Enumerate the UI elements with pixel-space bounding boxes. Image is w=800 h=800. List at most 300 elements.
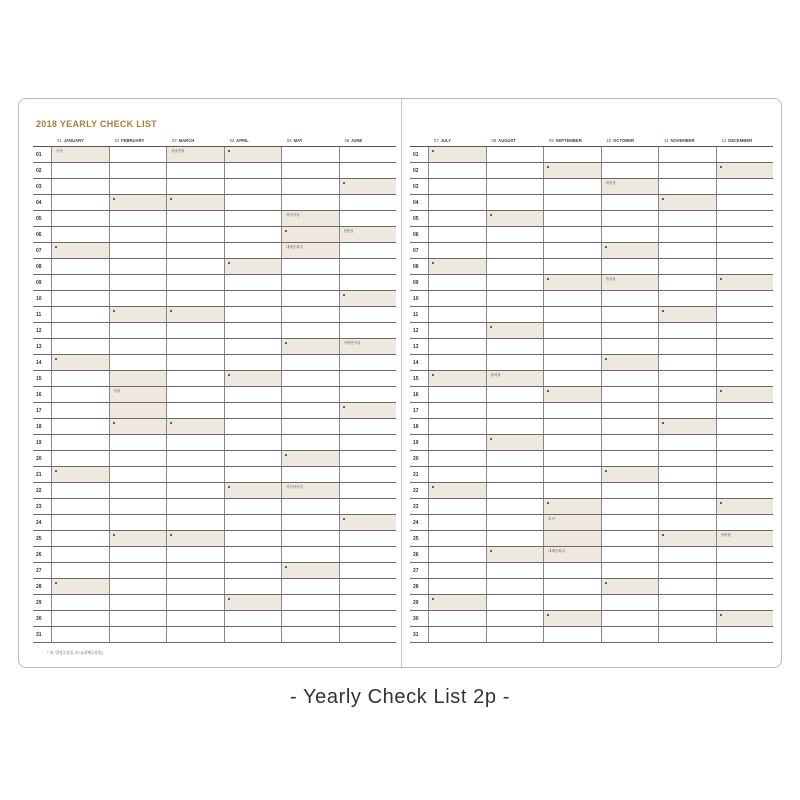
- day-cell[interactable]: [543, 627, 601, 642]
- day-cell[interactable]: [543, 355, 601, 370]
- day-cell[interactable]: [486, 323, 544, 338]
- day-cell[interactable]: [109, 611, 167, 626]
- day-cell[interactable]: [51, 307, 109, 322]
- day-cell[interactable]: [281, 451, 339, 466]
- day-cell[interactable]: [428, 515, 486, 530]
- day-cell[interactable]: [601, 403, 659, 418]
- day-cell[interactable]: [601, 435, 659, 450]
- day-cell[interactable]: [51, 627, 109, 642]
- day-cell[interactable]: [339, 499, 397, 514]
- day-cell[interactable]: [428, 291, 486, 306]
- day-cell[interactable]: [224, 531, 282, 546]
- day-cell[interactable]: [109, 451, 167, 466]
- day-cell[interactable]: [166, 403, 224, 418]
- day-cell[interactable]: [281, 323, 339, 338]
- day-cell[interactable]: [486, 435, 544, 450]
- day-cell[interactable]: [658, 275, 716, 290]
- day-cell[interactable]: [281, 579, 339, 594]
- day-cell[interactable]: [109, 515, 167, 530]
- day-cell[interactable]: [281, 147, 339, 162]
- day-cell[interactable]: [339, 307, 397, 322]
- day-cell[interactable]: [281, 403, 339, 418]
- day-cell[interactable]: [109, 147, 167, 162]
- day-cell[interactable]: [51, 515, 109, 530]
- day-cell[interactable]: [543, 195, 601, 210]
- day-cell[interactable]: [281, 499, 339, 514]
- day-cell[interactable]: [486, 195, 544, 210]
- day-cell[interactable]: [543, 403, 601, 418]
- day-cell[interactable]: [109, 307, 167, 322]
- day-cell[interactable]: [339, 483, 397, 498]
- day-cell[interactable]: 추석: [543, 515, 601, 530]
- day-cell[interactable]: [658, 355, 716, 370]
- day-cell[interactable]: [281, 227, 339, 242]
- day-cell[interactable]: [166, 515, 224, 530]
- day-cell[interactable]: [658, 387, 716, 402]
- day-cell[interactable]: [51, 451, 109, 466]
- day-cell[interactable]: [109, 371, 167, 386]
- day-cell[interactable]: [51, 563, 109, 578]
- day-cell[interactable]: [109, 547, 167, 562]
- day-cell[interactable]: [224, 611, 282, 626]
- day-cell[interactable]: [601, 211, 659, 226]
- day-cell[interactable]: [543, 323, 601, 338]
- day-cell[interactable]: [428, 595, 486, 610]
- day-cell[interactable]: [339, 259, 397, 274]
- day-cell[interactable]: [281, 163, 339, 178]
- day-cell[interactable]: [166, 531, 224, 546]
- day-cell[interactable]: [339, 579, 397, 594]
- day-cell[interactable]: [486, 531, 544, 546]
- day-cell[interactable]: [224, 483, 282, 498]
- day-cell[interactable]: [716, 275, 774, 290]
- day-cell[interactable]: [428, 387, 486, 402]
- day-cell[interactable]: [716, 227, 774, 242]
- day-cell[interactable]: 석가탄신일: [281, 483, 339, 498]
- day-cell[interactable]: [428, 467, 486, 482]
- day-cell[interactable]: [109, 595, 167, 610]
- day-cell[interactable]: [281, 515, 339, 530]
- day-cell[interactable]: [339, 355, 397, 370]
- day-cell[interactable]: [428, 179, 486, 194]
- day-cell[interactable]: [224, 387, 282, 402]
- day-cell[interactable]: [109, 627, 167, 642]
- day-cell[interactable]: [658, 419, 716, 434]
- day-cell[interactable]: [658, 211, 716, 226]
- day-cell[interactable]: [51, 579, 109, 594]
- day-cell[interactable]: [543, 579, 601, 594]
- day-cell[interactable]: [339, 451, 397, 466]
- day-cell[interactable]: [428, 403, 486, 418]
- day-cell[interactable]: [716, 595, 774, 610]
- day-cell[interactable]: [716, 163, 774, 178]
- day-cell[interactable]: [601, 371, 659, 386]
- day-cell[interactable]: [166, 307, 224, 322]
- day-cell[interactable]: [224, 467, 282, 482]
- day-cell[interactable]: [428, 195, 486, 210]
- day-cell[interactable]: [281, 195, 339, 210]
- day-cell[interactable]: [601, 259, 659, 274]
- day-cell[interactable]: [166, 355, 224, 370]
- day-cell[interactable]: [224, 595, 282, 610]
- day-cell[interactable]: [224, 275, 282, 290]
- day-cell[interactable]: [51, 227, 109, 242]
- day-cell[interactable]: [428, 243, 486, 258]
- day-cell[interactable]: [224, 499, 282, 514]
- day-cell[interactable]: [166, 259, 224, 274]
- day-cell[interactable]: [281, 419, 339, 434]
- day-cell[interactable]: [109, 211, 167, 226]
- day-cell[interactable]: [166, 387, 224, 402]
- day-cell[interactable]: [224, 323, 282, 338]
- day-cell[interactable]: [486, 179, 544, 194]
- day-cell[interactable]: [281, 307, 339, 322]
- day-cell[interactable]: [486, 451, 544, 466]
- day-cell[interactable]: [51, 163, 109, 178]
- day-cell[interactable]: [109, 179, 167, 194]
- day-cell[interactable]: [109, 195, 167, 210]
- day-cell[interactable]: [658, 179, 716, 194]
- day-cell[interactable]: [543, 179, 601, 194]
- day-cell[interactable]: [166, 547, 224, 562]
- day-cell[interactable]: [716, 483, 774, 498]
- day-cell[interactable]: [339, 563, 397, 578]
- day-cell[interactable]: [658, 595, 716, 610]
- day-cell[interactable]: [658, 563, 716, 578]
- day-cell[interactable]: [658, 627, 716, 642]
- day-cell[interactable]: [543, 435, 601, 450]
- day-cell[interactable]: [428, 211, 486, 226]
- day-cell[interactable]: [339, 211, 397, 226]
- day-cell[interactable]: [51, 243, 109, 258]
- day-cell[interactable]: [716, 547, 774, 562]
- day-cell[interactable]: [716, 451, 774, 466]
- day-cell[interactable]: [166, 563, 224, 578]
- day-cell[interactable]: [339, 611, 397, 626]
- day-cell[interactable]: [428, 163, 486, 178]
- day-cell[interactable]: [166, 499, 224, 514]
- day-cell[interactable]: [601, 307, 659, 322]
- day-cell[interactable]: [601, 515, 659, 530]
- day-cell[interactable]: [224, 339, 282, 354]
- day-cell[interactable]: [224, 579, 282, 594]
- day-cell[interactable]: [166, 435, 224, 450]
- day-cell[interactable]: [601, 243, 659, 258]
- day-cell[interactable]: [658, 611, 716, 626]
- day-cell[interactable]: [601, 499, 659, 514]
- day-cell[interactable]: [224, 547, 282, 562]
- day-cell[interactable]: [281, 339, 339, 354]
- day-cell[interactable]: [51, 339, 109, 354]
- day-cell[interactable]: [486, 595, 544, 610]
- day-cell[interactable]: [109, 563, 167, 578]
- day-cell[interactable]: [281, 435, 339, 450]
- day-cell[interactable]: [658, 451, 716, 466]
- day-cell[interactable]: [109, 163, 167, 178]
- day-cell[interactable]: [281, 467, 339, 482]
- day-cell[interactable]: 대체공휴일: [281, 243, 339, 258]
- day-cell[interactable]: [109, 291, 167, 306]
- day-cell[interactable]: [543, 595, 601, 610]
- day-cell[interactable]: [658, 259, 716, 274]
- day-cell[interactable]: [166, 339, 224, 354]
- day-cell[interactable]: [716, 579, 774, 594]
- day-cell[interactable]: [428, 627, 486, 642]
- day-cell[interactable]: [601, 355, 659, 370]
- day-cell[interactable]: [658, 515, 716, 530]
- day-cell[interactable]: 대체공휴일: [543, 547, 601, 562]
- day-cell[interactable]: [658, 227, 716, 242]
- day-cell[interactable]: [166, 611, 224, 626]
- day-cell[interactable]: [658, 195, 716, 210]
- day-cell[interactable]: [543, 611, 601, 626]
- day-cell[interactable]: [166, 627, 224, 642]
- day-cell[interactable]: [428, 531, 486, 546]
- day-cell[interactable]: [166, 179, 224, 194]
- day-cell[interactable]: [428, 499, 486, 514]
- day-cell[interactable]: [658, 307, 716, 322]
- day-cell[interactable]: [543, 467, 601, 482]
- day-cell[interactable]: [109, 275, 167, 290]
- day-cell[interactable]: [601, 195, 659, 210]
- day-cell[interactable]: [716, 467, 774, 482]
- day-cell[interactable]: [109, 259, 167, 274]
- day-cell[interactable]: [281, 531, 339, 546]
- day-cell[interactable]: [658, 147, 716, 162]
- day-cell[interactable]: [339, 403, 397, 418]
- day-cell[interactable]: [658, 579, 716, 594]
- day-cell[interactable]: [281, 259, 339, 274]
- day-cell[interactable]: [339, 195, 397, 210]
- day-cell[interactable]: [51, 355, 109, 370]
- day-cell[interactable]: [658, 243, 716, 258]
- day-cell[interactable]: [486, 355, 544, 370]
- day-cell[interactable]: [543, 483, 601, 498]
- day-cell[interactable]: [339, 515, 397, 530]
- day-cell[interactable]: [601, 611, 659, 626]
- day-cell[interactable]: 신정: [51, 147, 109, 162]
- day-cell[interactable]: [716, 435, 774, 450]
- day-cell[interactable]: [428, 611, 486, 626]
- day-cell[interactable]: [601, 467, 659, 482]
- day-cell[interactable]: [486, 163, 544, 178]
- day-cell[interactable]: [543, 531, 601, 546]
- day-cell[interactable]: [224, 291, 282, 306]
- day-cell[interactable]: [658, 547, 716, 562]
- day-cell[interactable]: [486, 259, 544, 274]
- day-cell[interactable]: [224, 195, 282, 210]
- day-cell[interactable]: [339, 163, 397, 178]
- day-cell[interactable]: 한글날: [601, 275, 659, 290]
- day-cell[interactable]: [339, 291, 397, 306]
- day-cell[interactable]: [281, 291, 339, 306]
- day-cell[interactable]: [281, 179, 339, 194]
- day-cell[interactable]: [601, 323, 659, 338]
- day-cell[interactable]: [166, 451, 224, 466]
- day-cell[interactable]: [716, 195, 774, 210]
- day-cell[interactable]: [428, 579, 486, 594]
- day-cell[interactable]: [51, 291, 109, 306]
- day-cell[interactable]: [543, 499, 601, 514]
- day-cell[interactable]: [601, 595, 659, 610]
- day-cell[interactable]: [166, 291, 224, 306]
- day-cell[interactable]: [601, 147, 659, 162]
- day-cell[interactable]: [486, 611, 544, 626]
- day-cell[interactable]: [51, 467, 109, 482]
- day-cell[interactable]: [428, 259, 486, 274]
- day-cell[interactable]: [716, 403, 774, 418]
- day-cell[interactable]: [281, 627, 339, 642]
- day-cell[interactable]: [543, 387, 601, 402]
- day-cell[interactable]: [601, 547, 659, 562]
- day-cell[interactable]: [166, 211, 224, 226]
- day-cell[interactable]: [166, 323, 224, 338]
- day-cell[interactable]: [428, 355, 486, 370]
- day-cell[interactable]: [486, 339, 544, 354]
- day-cell[interactable]: [716, 371, 774, 386]
- day-cell[interactable]: [166, 579, 224, 594]
- day-cell[interactable]: [601, 291, 659, 306]
- day-cell[interactable]: [281, 355, 339, 370]
- day-cell[interactable]: [658, 291, 716, 306]
- day-cell[interactable]: [716, 499, 774, 514]
- day-cell[interactable]: [658, 163, 716, 178]
- day-cell[interactable]: [109, 243, 167, 258]
- day-cell[interactable]: [339, 627, 397, 642]
- day-cell[interactable]: [51, 403, 109, 418]
- day-cell[interactable]: [486, 515, 544, 530]
- day-cell[interactable]: [716, 627, 774, 642]
- day-cell[interactable]: [716, 355, 774, 370]
- day-cell[interactable]: [109, 499, 167, 514]
- day-cell[interactable]: [339, 179, 397, 194]
- day-cell[interactable]: [166, 243, 224, 258]
- day-cell[interactable]: [601, 451, 659, 466]
- day-cell[interactable]: [543, 275, 601, 290]
- day-cell[interactable]: [51, 483, 109, 498]
- day-cell[interactable]: [543, 339, 601, 354]
- day-cell[interactable]: [716, 563, 774, 578]
- day-cell[interactable]: 현충일: [339, 227, 397, 242]
- day-cell[interactable]: [658, 499, 716, 514]
- day-cell[interactable]: [224, 563, 282, 578]
- day-cell[interactable]: [658, 435, 716, 450]
- day-cell[interactable]: [224, 355, 282, 370]
- day-cell[interactable]: [109, 355, 167, 370]
- day-cell[interactable]: [716, 515, 774, 530]
- day-cell[interactable]: [109, 435, 167, 450]
- day-cell[interactable]: 설날연휴: [166, 147, 224, 162]
- day-cell[interactable]: [224, 211, 282, 226]
- day-cell[interactable]: [601, 627, 659, 642]
- day-cell[interactable]: [543, 243, 601, 258]
- day-cell[interactable]: [658, 339, 716, 354]
- day-cell[interactable]: [486, 563, 544, 578]
- day-cell[interactable]: [224, 515, 282, 530]
- day-cell[interactable]: [224, 243, 282, 258]
- day-cell[interactable]: 개천절: [601, 179, 659, 194]
- day-cell[interactable]: [51, 531, 109, 546]
- day-cell[interactable]: [716, 611, 774, 626]
- day-cell[interactable]: [486, 467, 544, 482]
- day-cell[interactable]: [601, 227, 659, 242]
- day-cell[interactable]: [166, 227, 224, 242]
- day-cell[interactable]: [281, 547, 339, 562]
- day-cell[interactable]: [716, 291, 774, 306]
- day-cell[interactable]: [339, 547, 397, 562]
- day-cell[interactable]: [486, 291, 544, 306]
- day-cell[interactable]: [109, 419, 167, 434]
- day-cell[interactable]: [601, 579, 659, 594]
- day-cell[interactable]: [658, 531, 716, 546]
- day-cell[interactable]: [543, 163, 601, 178]
- day-cell[interactable]: 광복절: [486, 371, 544, 386]
- day-cell[interactable]: [109, 579, 167, 594]
- day-cell[interactable]: [543, 419, 601, 434]
- day-cell[interactable]: [109, 483, 167, 498]
- day-cell[interactable]: [486, 275, 544, 290]
- day-cell[interactable]: [224, 627, 282, 642]
- day-cell[interactable]: [543, 371, 601, 386]
- day-cell[interactable]: [339, 595, 397, 610]
- day-cell[interactable]: [428, 371, 486, 386]
- day-cell[interactable]: [486, 403, 544, 418]
- day-cell[interactable]: [428, 435, 486, 450]
- day-cell[interactable]: [428, 419, 486, 434]
- day-cell[interactable]: [716, 147, 774, 162]
- day-cell[interactable]: [281, 595, 339, 610]
- day-cell[interactable]: [166, 371, 224, 386]
- day-cell[interactable]: [486, 147, 544, 162]
- day-cell[interactable]: 지방선거일: [339, 339, 397, 354]
- day-cell[interactable]: [428, 227, 486, 242]
- day-cell[interactable]: [224, 163, 282, 178]
- day-cell[interactable]: [224, 435, 282, 450]
- day-cell[interactable]: [486, 627, 544, 642]
- day-cell[interactable]: [166, 595, 224, 610]
- day-cell[interactable]: [339, 371, 397, 386]
- day-cell[interactable]: [428, 307, 486, 322]
- day-cell[interactable]: [339, 387, 397, 402]
- day-cell[interactable]: [658, 371, 716, 386]
- day-cell[interactable]: [281, 611, 339, 626]
- day-cell[interactable]: [51, 499, 109, 514]
- day-cell[interactable]: [716, 339, 774, 354]
- day-cell[interactable]: [339, 435, 397, 450]
- day-cell[interactable]: [51, 323, 109, 338]
- day-cell[interactable]: [109, 323, 167, 338]
- day-cell[interactable]: [224, 419, 282, 434]
- day-cell[interactable]: [428, 563, 486, 578]
- day-cell[interactable]: [109, 403, 167, 418]
- day-cell[interactable]: [428, 483, 486, 498]
- day-cell[interactable]: [281, 275, 339, 290]
- day-cell[interactable]: [51, 419, 109, 434]
- day-cell[interactable]: [543, 451, 601, 466]
- day-cell[interactable]: [51, 595, 109, 610]
- day-cell[interactable]: [224, 307, 282, 322]
- day-cell[interactable]: [601, 483, 659, 498]
- day-cell[interactable]: [486, 211, 544, 226]
- day-cell[interactable]: [51, 387, 109, 402]
- day-cell[interactable]: [51, 179, 109, 194]
- day-cell[interactable]: [486, 243, 544, 258]
- day-cell[interactable]: [428, 275, 486, 290]
- day-cell[interactable]: [109, 531, 167, 546]
- day-cell[interactable]: 어린이날: [281, 211, 339, 226]
- day-cell[interactable]: [658, 323, 716, 338]
- day-cell[interactable]: [486, 499, 544, 514]
